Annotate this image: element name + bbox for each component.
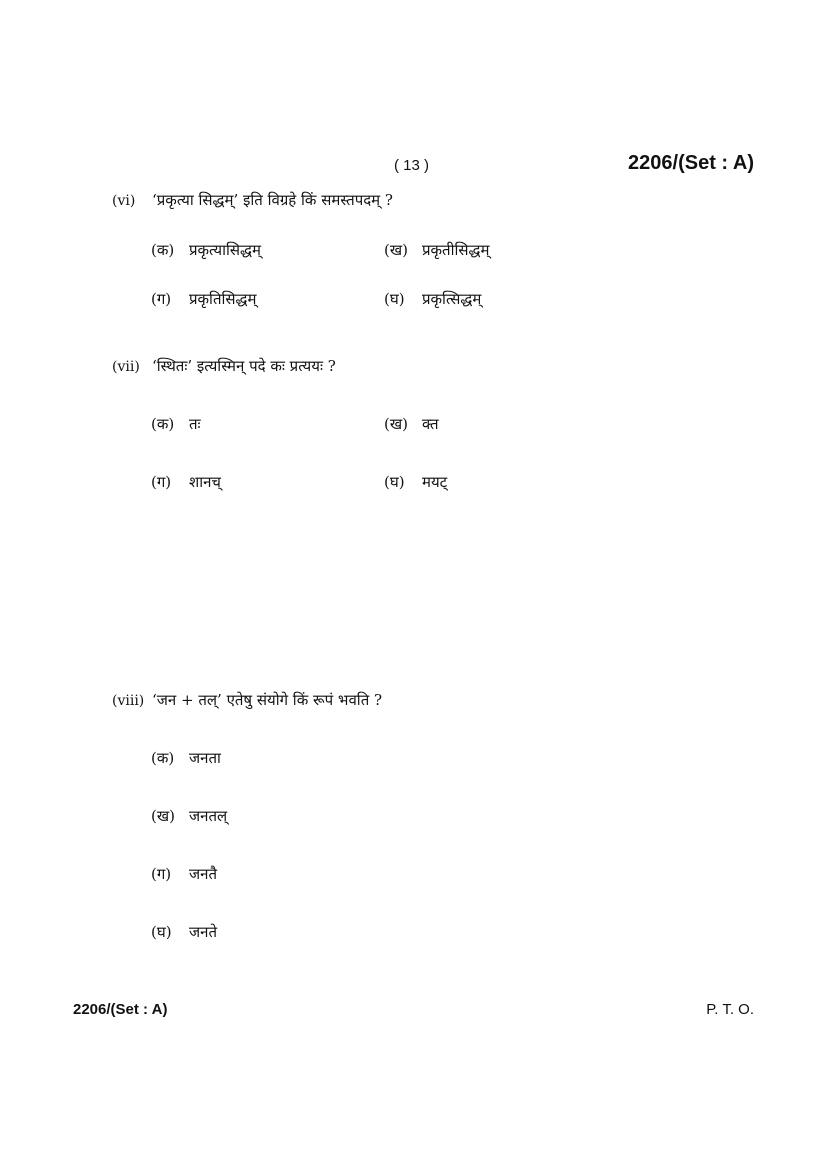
question-number: (vii) [112,359,140,375]
question-viii [112,690,382,710]
paper-code-footer: 2206/(Set : A) [73,1001,168,1018]
option-text: जनते [189,923,218,941]
option-text: प्रकृतिसिद्धम् [189,290,257,308]
option-label: (घ) [151,923,172,941]
option-viii-ga [151,864,217,884]
option-viii-kha [151,806,227,826]
option-text: प्रकृत्यासिद्धम् [189,241,261,259]
option-label: (ग) [151,865,172,883]
question-text: ‘जन + तल्’ एतेषु संयोगे किं रूपं भवति ? [152,691,383,709]
option-text: जनता [189,749,221,767]
question-vii [112,356,336,376]
option-vi-ga [151,289,256,309]
option-vi-ka [151,240,261,260]
option-vii-kha [384,414,439,434]
option-vii-gha [384,472,447,492]
option-text: जनतल् [189,807,228,825]
option-vi-gha [384,289,481,309]
pto-label: P. T. O. [706,1001,754,1018]
option-label: (ख) [151,807,175,825]
option-text: शानच् [189,473,221,491]
option-label: (क) [151,241,175,259]
option-text: क्त [422,415,439,433]
question-text: ‘प्रकृत्या सिद्धम्’ इति विग्रहे किं समस्तपदम् ? [152,191,393,209]
option-label: (ग) [151,473,172,491]
page-number: ( 13 ) [394,157,430,174]
question-number: (viii) [112,693,145,709]
option-vi-kha [384,240,489,260]
option-label: (घ) [384,290,405,308]
option-label: (क) [151,749,175,767]
option-vii-ga [151,472,221,492]
option-label: (क) [151,415,175,433]
option-label: (ख) [384,415,408,433]
question-text: ‘स्थितः’ इत्यस्मिन् पदे कः प्रत्ययः ? [152,357,336,375]
question-vi [112,190,393,210]
option-label: (ग) [151,290,172,308]
option-viii-ka [151,748,221,768]
option-label: (घ) [384,473,405,491]
option-label: (ख) [384,241,408,259]
option-viii-gha [151,922,217,942]
paper-code-header: 2206/(Set : A) [628,152,754,174]
option-text: प्रकृतीसिद्धम् [422,241,490,259]
option-vii-ka [151,414,201,434]
option-text: प्रकृत्सिद्धम् [422,290,482,308]
option-text: मयट् [422,473,448,491]
option-text: तः [189,415,201,433]
question-number: (vi) [112,193,136,209]
option-text: जनतै [189,865,218,883]
